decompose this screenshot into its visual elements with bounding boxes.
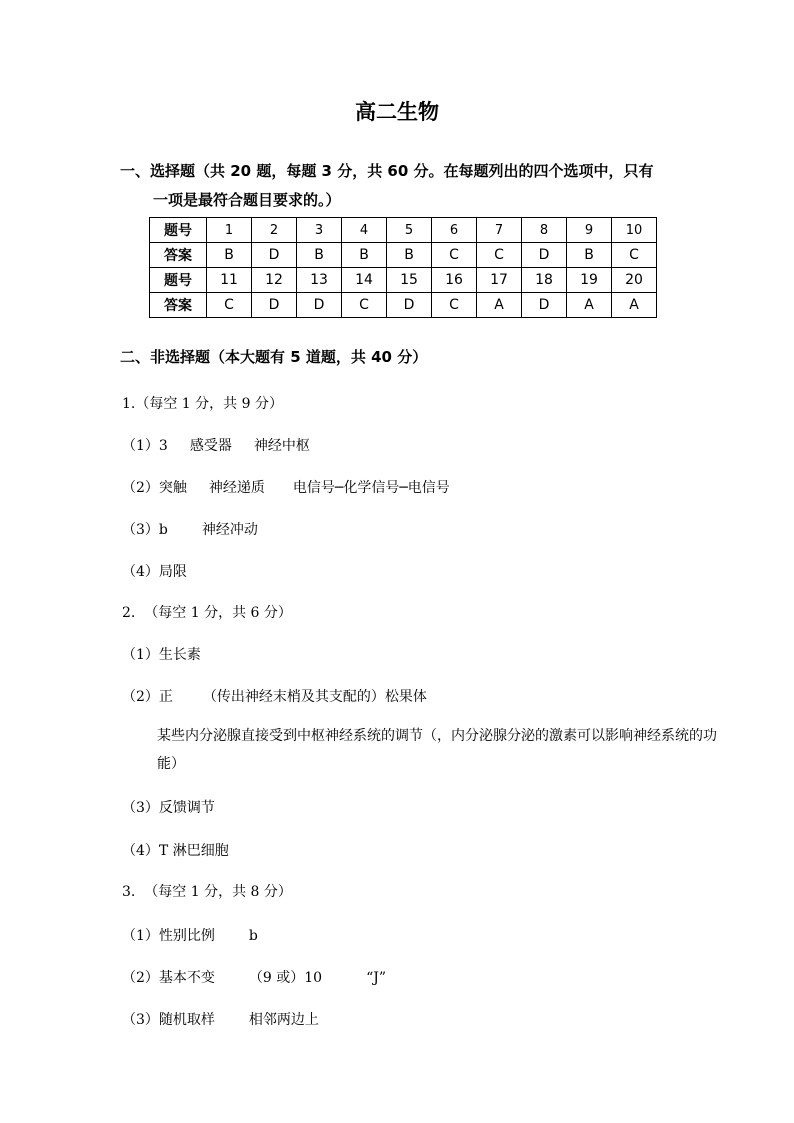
table-cell: D — [522, 293, 567, 318]
table-cell: 4 — [342, 218, 387, 243]
q3-answer-1 — [122, 925, 258, 945]
table-row — [150, 293, 657, 318]
answer-text: 电信号─化学信号─电信号 — [292, 480, 450, 496]
table-cell: 2 — [252, 218, 297, 243]
answer-text: （1）性别比例 — [122, 928, 215, 944]
q1-answer-3 — [122, 519, 258, 539]
table-cell: B — [567, 243, 612, 268]
table-cell: C — [342, 293, 387, 318]
q1-header: 1.（每空 1 分，共 9 分） — [122, 396, 283, 412]
table-cell: A — [567, 293, 612, 318]
table-cell: C — [612, 243, 657, 268]
table-cell: 17 — [477, 268, 522, 293]
table-cell: 7 — [477, 218, 522, 243]
row-label: 答案 — [150, 293, 207, 318]
table-cell: C — [207, 293, 252, 318]
table-cell: 19 — [567, 268, 612, 293]
table-cell: D — [252, 293, 297, 318]
answer-text: 感受器 — [189, 438, 232, 454]
q3-header: 3. （每空 1 分，共 8 分） — [122, 884, 292, 900]
table-cell: 13 — [297, 268, 342, 293]
table-cell: 9 — [567, 218, 612, 243]
table-cell: B — [387, 243, 432, 268]
table-row — [150, 243, 657, 268]
q1-answer-4: （4）局限 — [122, 564, 187, 580]
table-cell: 20 — [612, 268, 657, 293]
answer-text: 神经递质 — [208, 480, 265, 496]
table-cell: C — [432, 243, 477, 268]
answer-text: （3）b — [122, 522, 168, 538]
table-cell: D — [387, 293, 432, 318]
answer-text: （9 或）10 — [248, 970, 323, 986]
table-cell: C — [432, 293, 477, 318]
table-cell: 3 — [297, 218, 342, 243]
table-cell: A — [477, 293, 522, 318]
table-row — [150, 218, 657, 243]
q2-header: 2. （每空 1 分，共 6 分） — [122, 605, 292, 621]
table-cell: A — [612, 293, 657, 318]
q3-answer-2 — [122, 967, 386, 987]
table-cell: B — [207, 243, 252, 268]
answer-text: 神经中枢 — [253, 438, 310, 454]
answer-text: （3）随机取样 — [122, 1012, 215, 1028]
q1-answer-1 — [122, 435, 310, 455]
q2-answer-2-note: 某些内分泌腺直接受到中枢神经系统的调节（，内分泌腺分泌的激素可以影响神经系统的功能） — [157, 728, 717, 772]
table-cell: 5 — [387, 218, 432, 243]
answer-text: （2）基本不变 — [122, 970, 215, 986]
answer-text: 神经冲动 — [201, 522, 258, 538]
row-label: 题号 — [150, 268, 207, 293]
q1-answer-2 — [122, 477, 450, 497]
table-cell: C — [477, 243, 522, 268]
row-label: 答案 — [150, 243, 207, 268]
table-cell: 16 — [432, 268, 477, 293]
table-cell: B — [297, 243, 342, 268]
answer-text: （2）突触 — [122, 480, 187, 496]
page-title: 高二生物 — [355, 100, 439, 124]
q3-answer-3 — [122, 1009, 319, 1029]
table-cell: 12 — [252, 268, 297, 293]
answer-text: （2）正 — [122, 689, 173, 705]
table-cell: 6 — [432, 218, 477, 243]
answer-text: b — [248, 928, 258, 944]
table-cell: 18 — [522, 268, 567, 293]
section2-heading: 二、非选择题（本大题有 5 道题，共 40 分） — [120, 348, 428, 366]
q2-answer-4: （4）T 淋巴细胞 — [122, 843, 229, 859]
answer-table — [149, 217, 657, 318]
table-row — [150, 268, 657, 293]
answer-text: （1）3 — [122, 438, 168, 454]
table-cell: 15 — [387, 268, 432, 293]
table-cell: D — [297, 293, 342, 318]
answer-text: 相邻两边上 — [248, 1012, 319, 1028]
section1-line2: 一项是最符合题目要求的。） — [153, 191, 341, 209]
answer-text: “J” — [366, 970, 387, 986]
q2-answer-1: （1）生长素 — [122, 647, 201, 663]
q2-answer-3: （3）反馈调节 — [122, 800, 215, 816]
table-cell: D — [522, 243, 567, 268]
answer-text: （传出神经末梢及其支配的）松果体 — [202, 689, 427, 705]
row-label: 题号 — [150, 218, 207, 243]
table-cell: 11 — [207, 268, 252, 293]
table-cell: 14 — [342, 268, 387, 293]
table-cell: B — [342, 243, 387, 268]
table-cell: 10 — [612, 218, 657, 243]
table-cell: D — [252, 243, 297, 268]
table-cell: 1 — [207, 218, 252, 243]
section1-heading — [120, 157, 654, 215]
table-cell: 8 — [522, 218, 567, 243]
q2-answer-2 — [122, 686, 427, 706]
section1-line1: 一、选择题（共 20 题，每题 3 分，共 60 分。在每题列出的四个选项中，只有 — [120, 162, 654, 180]
